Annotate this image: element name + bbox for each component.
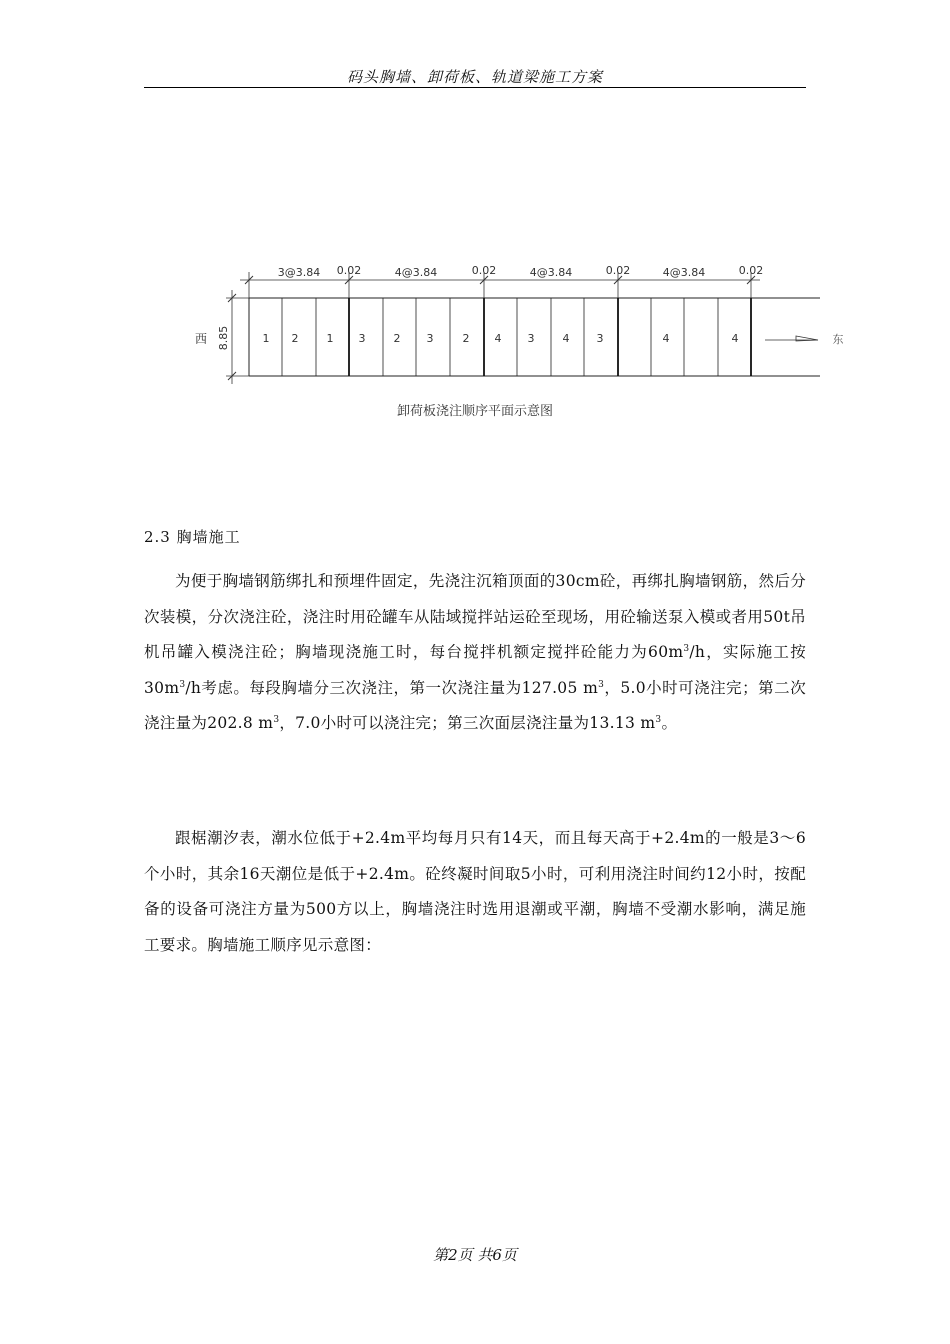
- cell-number: 2: [393, 332, 401, 345]
- superscript: 3: [683, 643, 690, 654]
- cell-number: 1: [326, 332, 334, 345]
- superscript: 3: [179, 679, 186, 690]
- paragraph-text: /h，实际施工按30m: [144, 643, 807, 697]
- cell-number: 4: [494, 332, 502, 345]
- page-header-title: 码头胸墙、卸荷板、轨道梁施工方案: [346, 68, 603, 86]
- page-number: 第2页 共6页: [433, 1246, 517, 1264]
- paragraph-text: ，7.0小时可以浇注完；第三次面层浇注量为13.13 m: [279, 714, 656, 732]
- dim-label: 4@3.84: [662, 266, 706, 279]
- east-arrow-icon: [765, 336, 818, 341]
- paragraph-text: 。: [661, 714, 678, 732]
- cell-number: 3: [596, 332, 604, 345]
- superscript: 3: [273, 714, 280, 725]
- dim-label: 4@3.84: [529, 266, 573, 279]
- superscript: 3: [598, 679, 605, 690]
- dim-label: 4@3.84: [394, 266, 438, 279]
- paragraph-text: 为便于胸墙钢筋绑扎和预埋件固定，先浇注沉箱顶面的30cm砼，再绑扎胸墙钢筋，然后分次装模，分次浇注砼，浇注时用砼罐车从陆域搅拌站运砼至现场，用砼输送泵入模或者用50t吊机吊罐入模浇注砼；胸墙现浇施工时，每台搅拌机额定搅拌砼能力为60m: [144, 572, 806, 661]
- paragraph-tide: 跟椐潮汐表，潮水位低于+2.4m平均每月只有14天，而且每天高于+2.4m的一般是3～6个小时，其余16天潮位是低于+2.4m。砼终凝时间取5小时，可利用浇注时间约12小时，按配备的设备可浇注方量为500方以上，胸墙浇注时选用退潮或平潮，胸墙不受潮水影响，满足施工要求。胸墙施工顺序见示意图：: [144, 829, 806, 954]
- dim-label: 0.02: [471, 264, 497, 277]
- cell-number: 4: [662, 332, 670, 345]
- cell-number: 3: [426, 332, 434, 345]
- cell-number: 1: [262, 332, 270, 345]
- section-title: 2.3 胸墙施工: [144, 528, 241, 546]
- cell-number: 3: [358, 332, 366, 345]
- cell-number: 2: [462, 332, 470, 345]
- cell-number: 3: [527, 332, 535, 345]
- dim-label: 0.02: [336, 264, 362, 277]
- cell-number: 2: [291, 332, 299, 345]
- width-dim-label: 8.85: [217, 325, 230, 351]
- superscript: 3: [655, 714, 662, 725]
- paragraph-text: /h考虑。每段胸墙分三次浇注，第一次浇注量为127.05 m: [185, 678, 599, 697]
- cell-number: 4: [731, 332, 739, 345]
- cell-number: 4: [562, 332, 570, 345]
- paragraph-pouring: [144, 564, 806, 742]
- diagram-caption: 卸荷板浇注顺序平面示意图: [396, 404, 553, 419]
- pouring-sequence-diagram: [0, 0, 950, 400]
- dim-label: 0.02: [738, 264, 764, 277]
- paragraph-text: ，5.0小时可浇注完；第二次浇注量为202.8 m: [144, 678, 806, 732]
- dim-label: 0.02: [605, 264, 631, 277]
- east-label: 东: [832, 333, 844, 346]
- west-label: 西: [194, 332, 208, 346]
- dim-label: 3@3.84: [277, 266, 321, 279]
